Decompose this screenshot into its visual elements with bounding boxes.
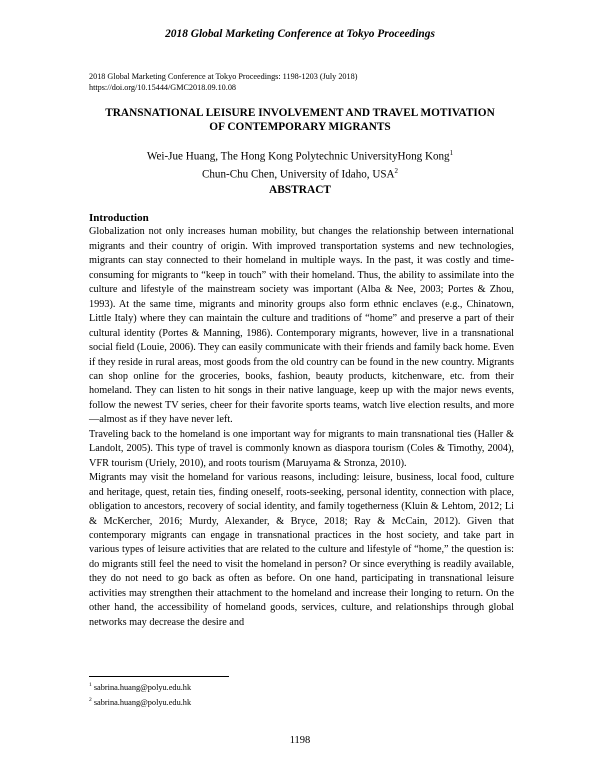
footnote-1-mark: 1	[89, 682, 92, 688]
section-heading: Introduction	[89, 212, 149, 224]
footnotes	[89, 679, 191, 709]
body-text	[89, 211, 514, 630]
paragraph-1: Globalization not only increases human mobility, but changes the relationship between international migrants and their country of origin. With improved transportation systems and new technologies, migrants can stay connected to their homeland in multiple ways. In the past, it was costly and time-consuming for migrants to “keep in touch” with their homeland. Thus, the ability to assimilate into the culture and lifestyle of the mainstream society was important (Alba & Nee, 2003; Portes & Zhou, 1993). At the same time, migrants and minority groups also form ethnic enclaves (e.g., Chinatown, Little Italy) where they can maintain the culture and traditions of “home” and preserve a part of their cultural identity (Portes & Manning, 1986). Contemporary migrants, however, live in a transnational social field (Louie, 2006). They can easily communicate with their friends and family back home. Even if they reside in rural areas, most goods from the old country can be found in the new country. Migrants can shop online for the groceries, books, fashion, beauty products, kitchenware, etc. from their homeland. They can listen to hit songs in their native language, keep up with the major news events, follow the newest TV series, cheer for their favorite sports teams, watch live election results, and more—almost as if they have never left.	[89, 226, 514, 426]
running-head: 2018 Global Marketing Conference at Tokyo Proceedings	[165, 28, 435, 40]
author-1-affiliation: Wei-Jue Huang, The Hong Kong Polytechnic UniversityHong Kong	[146, 150, 450, 163]
footnote-2-email: sabrina.huang@polyu.edu.hk	[93, 697, 192, 707]
paragraph-2: Traveling back to the homeland is one important way for migrants to main transnational ties (Haller & Landolt, 2005). This type of travel is commonly known as diaspora tourism (Coles & Timothy, 2004), VFR tourism (Uriely, 2010), and roots tourism (Maruyama & Stronza, 2010).	[89, 428, 514, 469]
paragraph-3: Migrants may visit the homeland for various reasons, including: leisure, business, local food, culture and heritage, quest, retain ties, finding oneself, roots-seeking, personal identity, connection with place, obligation to ancestors, recovery of social identity, and family togetherness (Kluin & Lehtom, 2012; Li & McKercher, 2016; Murdy, Alexander, & Bryce, 2018; Ray & McCain, 2012). Given that contemporary migrants can engage in transnational practices in the host society, and take part in various types of leisure activities that are related to the culture and lifestyle of “home,” the question is: do migrants still feel the need to visit the homeland in person? Or since everything is readily available, they do not need to go back as often as before. On one hand, participating in transnational leisure activities may strengthen their attachment to the homeland and increase their longing to return. On the other hand, the accessibility of homeland goods, services, culture, and relationships through global networks may decrease the desire and	[89, 472, 514, 628]
abstract-heading: ABSTRACT	[268, 184, 332, 196]
footnote-2-mark: 2	[89, 696, 92, 703]
author-2	[60, 164, 540, 182]
citation-block	[89, 71, 357, 94]
title-line-1: TRANSNATIONAL LEISURE INVOLVEMENT AND TRAVEL MOTIVATION	[105, 107, 495, 119]
author-1	[60, 146, 540, 164]
citation-line: 2018 Global Marketing Conference at Tokyo Proceedings: 1198-1203 (July 2018)	[89, 72, 358, 81]
footnote-2	[89, 694, 191, 709]
footnote-1-email: sabrina.huang@polyu.edu.hk	[93, 682, 192, 692]
footnote-marker-1: 1	[449, 149, 454, 157]
page-number: 1198	[289, 735, 311, 746]
paper-title	[60, 107, 540, 134]
author-2-affiliation: Chun-Chu Chen, University of Idaho, USA	[201, 168, 395, 181]
footnote-1	[89, 679, 191, 694]
footnote-divider	[89, 676, 229, 677]
doi-line: https://doi.org/10.15444/GMC2018.09.10.08	[89, 83, 237, 93]
title-line-2: OF CONTEMPORARY MIGRANTS	[209, 120, 391, 133]
footnote-marker-2: 2	[394, 167, 399, 176]
author-list	[60, 146, 540, 182]
